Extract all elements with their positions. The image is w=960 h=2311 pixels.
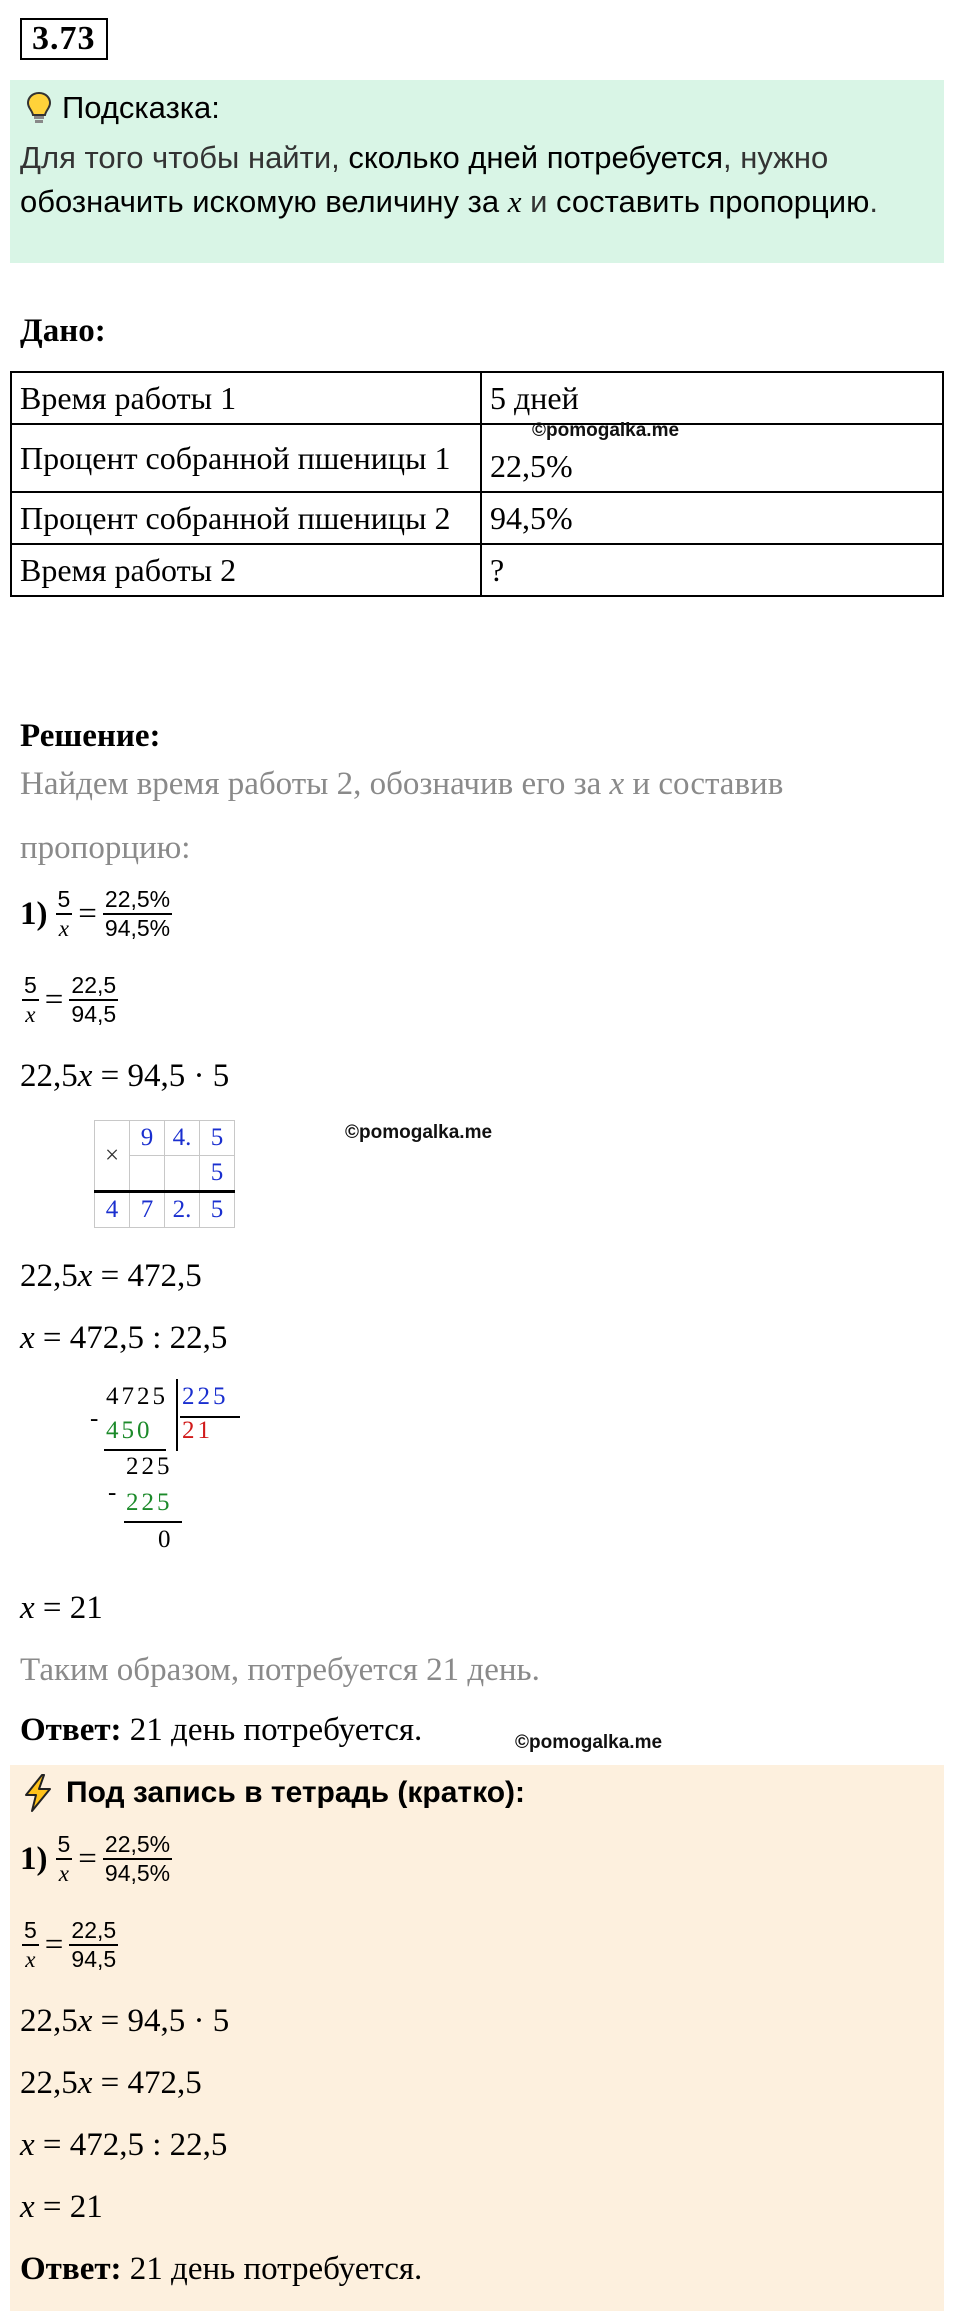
summary-box xyxy=(10,1765,944,2311)
lightbulb-icon xyxy=(26,91,52,125)
proportion-simplified: $\frac{5}{x}$ = $\frac{22,5}{94,5}$ xyxy=(24,972,117,1027)
multiplication-grid: × 9 4. 5 5 4 7 2. 5 xyxy=(94,1120,235,1228)
summary-eq-3: x = 472,5 : 22,5 xyxy=(20,2127,228,2163)
summary-eq-4: x = 21 xyxy=(20,2189,103,2225)
equation-3: x = 472,5 : 22,5 xyxy=(20,1320,228,1356)
watermark: ©pomogalka.me xyxy=(345,1122,493,1143)
summary-answer: Ответ: 21 день потребуется. xyxy=(20,2251,423,2287)
equation-4: x = 21 xyxy=(20,1590,103,1626)
step-1-proportion: 1) $\frac{5}{x}$ = $\frac{22,5\%}{94,5\%}$ xyxy=(20,886,171,941)
table-row: Время работы 2 ? xyxy=(11,544,943,596)
watermark: ©pomogalka.me xyxy=(515,1732,663,1753)
solution-intro-2: пропорцию: xyxy=(20,830,191,866)
conclusion: Таким образом, потребуется 21 день. xyxy=(20,1652,540,1688)
table-row: Процент собранной пшеницы 1 22,5% xyxy=(11,424,943,492)
problem-number: 3.73 xyxy=(20,18,108,60)
long-division: 4725 225 - 450 21 225 - 225 0 xyxy=(90,1383,290,1563)
solution-title: Решение: xyxy=(20,718,161,754)
table-row: Процент собранной пшеницы 2 94,5% xyxy=(11,492,943,544)
hint-text: Для того чтобы найти, сколько дней потребуется, нужно обозначить искомую величину за x и составить пропорцию. xyxy=(20,140,878,219)
lightning-icon xyxy=(22,1773,54,1813)
given-title: Дано: xyxy=(20,313,106,349)
watermark: ©pomogalka.me xyxy=(532,420,680,441)
hint-box xyxy=(10,80,944,263)
equation-2: 22,5x = 472,5 xyxy=(20,1258,202,1294)
summary-eq-1: 22,5x = 94,5 · 5 xyxy=(20,2003,230,2039)
summary-eq-2: 22,5x = 472,5 xyxy=(20,2065,202,2101)
table-row: Время работы 1 5 дней xyxy=(11,372,943,424)
hint-title xyxy=(26,90,220,126)
solution-intro: Найдем время работы 2, обозначив его за x и составив xyxy=(20,766,784,802)
equation-1: 22,5x = 94,5 · 5 xyxy=(20,1058,230,1094)
summary-title: Под запись в тетрадь (кратко): xyxy=(22,1773,525,1813)
given-table xyxy=(10,371,944,597)
answer: Ответ: 21 день потребуется. xyxy=(20,1712,423,1748)
summary-step-1: 1) $\frac{5}{x}$ = $\frac{22,5\%}{94,5\%}$ xyxy=(20,1831,171,1886)
summary-proportion: $\frac{5}{x}$ = $\frac{22,5}{94,5}$ xyxy=(24,1917,117,1972)
hint-title-text: Подсказка: xyxy=(62,90,220,125)
